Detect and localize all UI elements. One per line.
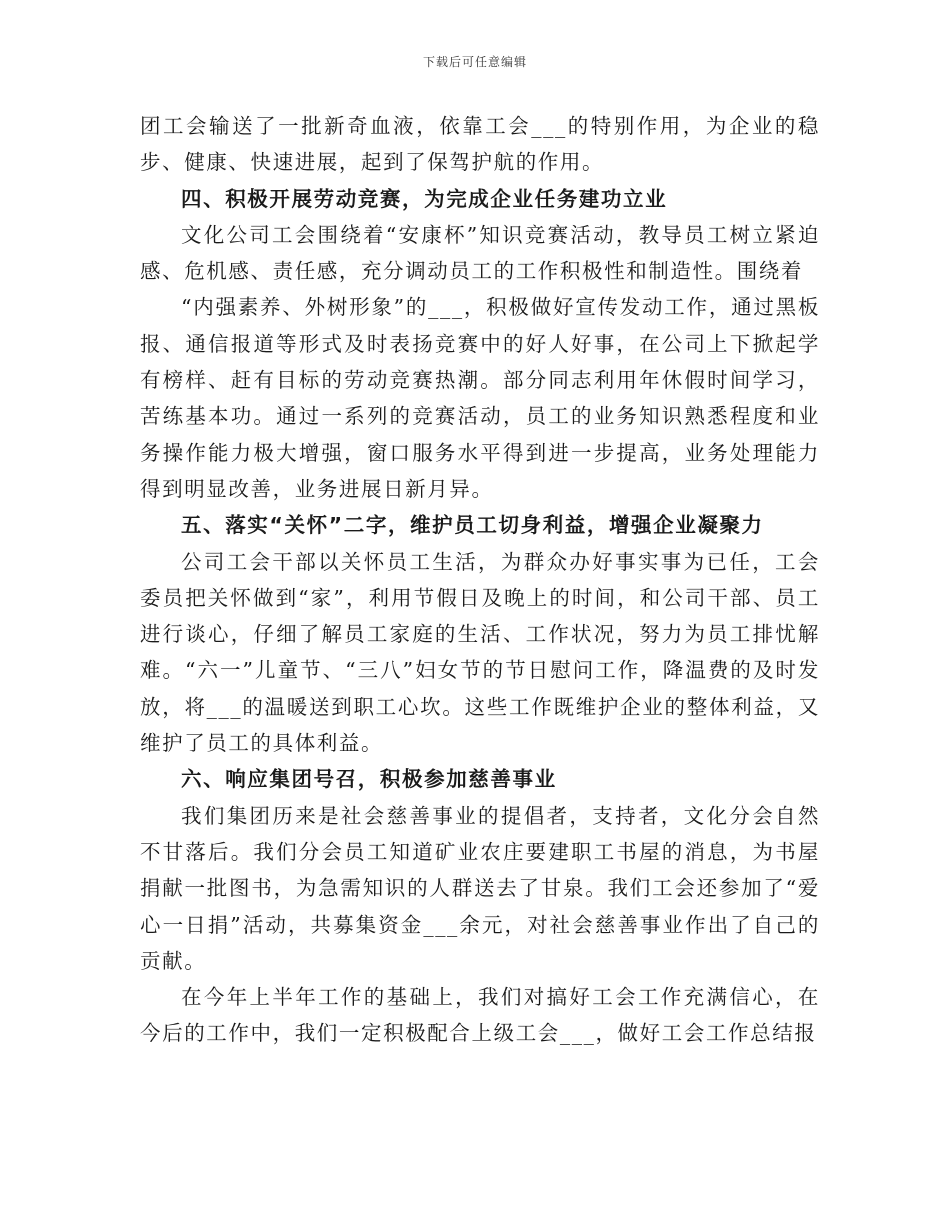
document-body [140,108,820,1052]
paragraph-care: 公司工会干部以关怀员工生活，为群众办好事实事为已任，工会委员把关怀做到“家”，利用节假日及晚上的时间，和公司干部、员工进行谈心，仔细了解员工家庭的生活、工作状况，努力为员工排忧解难。“六一”儿童节、“三八”妇女节的节日慰问工作，降温费的及时发放，将___的温暖送到职工心坎。这些工作既维护企业的整体利益，又维护了员工的具体利益。 [140,549,820,756]
paragraph-competition-detail: “内强素养、外树形象”的___，积极做好宣传发动工作，通过黑板报、通信报道等形式及时表扬竞赛中的好人好事，在公司上下掀起学有榜样、赶有目标的劳动竞赛热潮。部分同志利用年休假时间学习，苦练基本功。通过一系列的竞赛活动，员工的业务知识熟悉程度和业务操作能力极大增强，窗口服务水平得到进一步提高，业务处理能力得到明显改善，业务进展日新月异。 [140,295,820,501]
header-note: 下载后可任意编辑 [422,55,527,69]
paragraph-competition-intro: 文化公司工会围绕着“安康杯”知识竞赛活动，教导员工树立紧迫感、危机感、责任感，充分调动员工的工作积极性和制造性。围绕着 [140,222,820,284]
section-heading-6: 六、响应集团号召，积极参加慈善事业 [181,767,557,792]
section-heading-4: 四、积极开展劳动竞赛，为完成企业任务建功立业 [181,186,668,211]
paragraph-outlook: 在今年上半年工作的基础上，我们对搞好工会工作充满信心，在今后的工作中，我们一定积极配合上级工会___，做好工会工作总结报 [140,985,820,1046]
paragraph-continuation: 团工会输送了一批新奇血液，依靠工会___的特别作用，为企业的稳步、健康、快速进展，起到了保驾护航的作用。 [140,114,820,175]
section-heading-5: 五、落实“关怀”二字，维护员工切身利益，增强企业凝聚力 [181,513,764,538]
paragraph-charity: 我们集团历来是社会慈善事业的提倡者，支持者，文化分会自然不甘落后。我们分会员工知道矿业农庄要建职工书屋的消息，为书屋捐献一批图书，为急需知识的人群送去了甘泉。我们工会还参加了“爱心一日捐”活动，共募集资金___余元，对社会慈善事业作出了自己的贡献。 [140,803,820,973]
